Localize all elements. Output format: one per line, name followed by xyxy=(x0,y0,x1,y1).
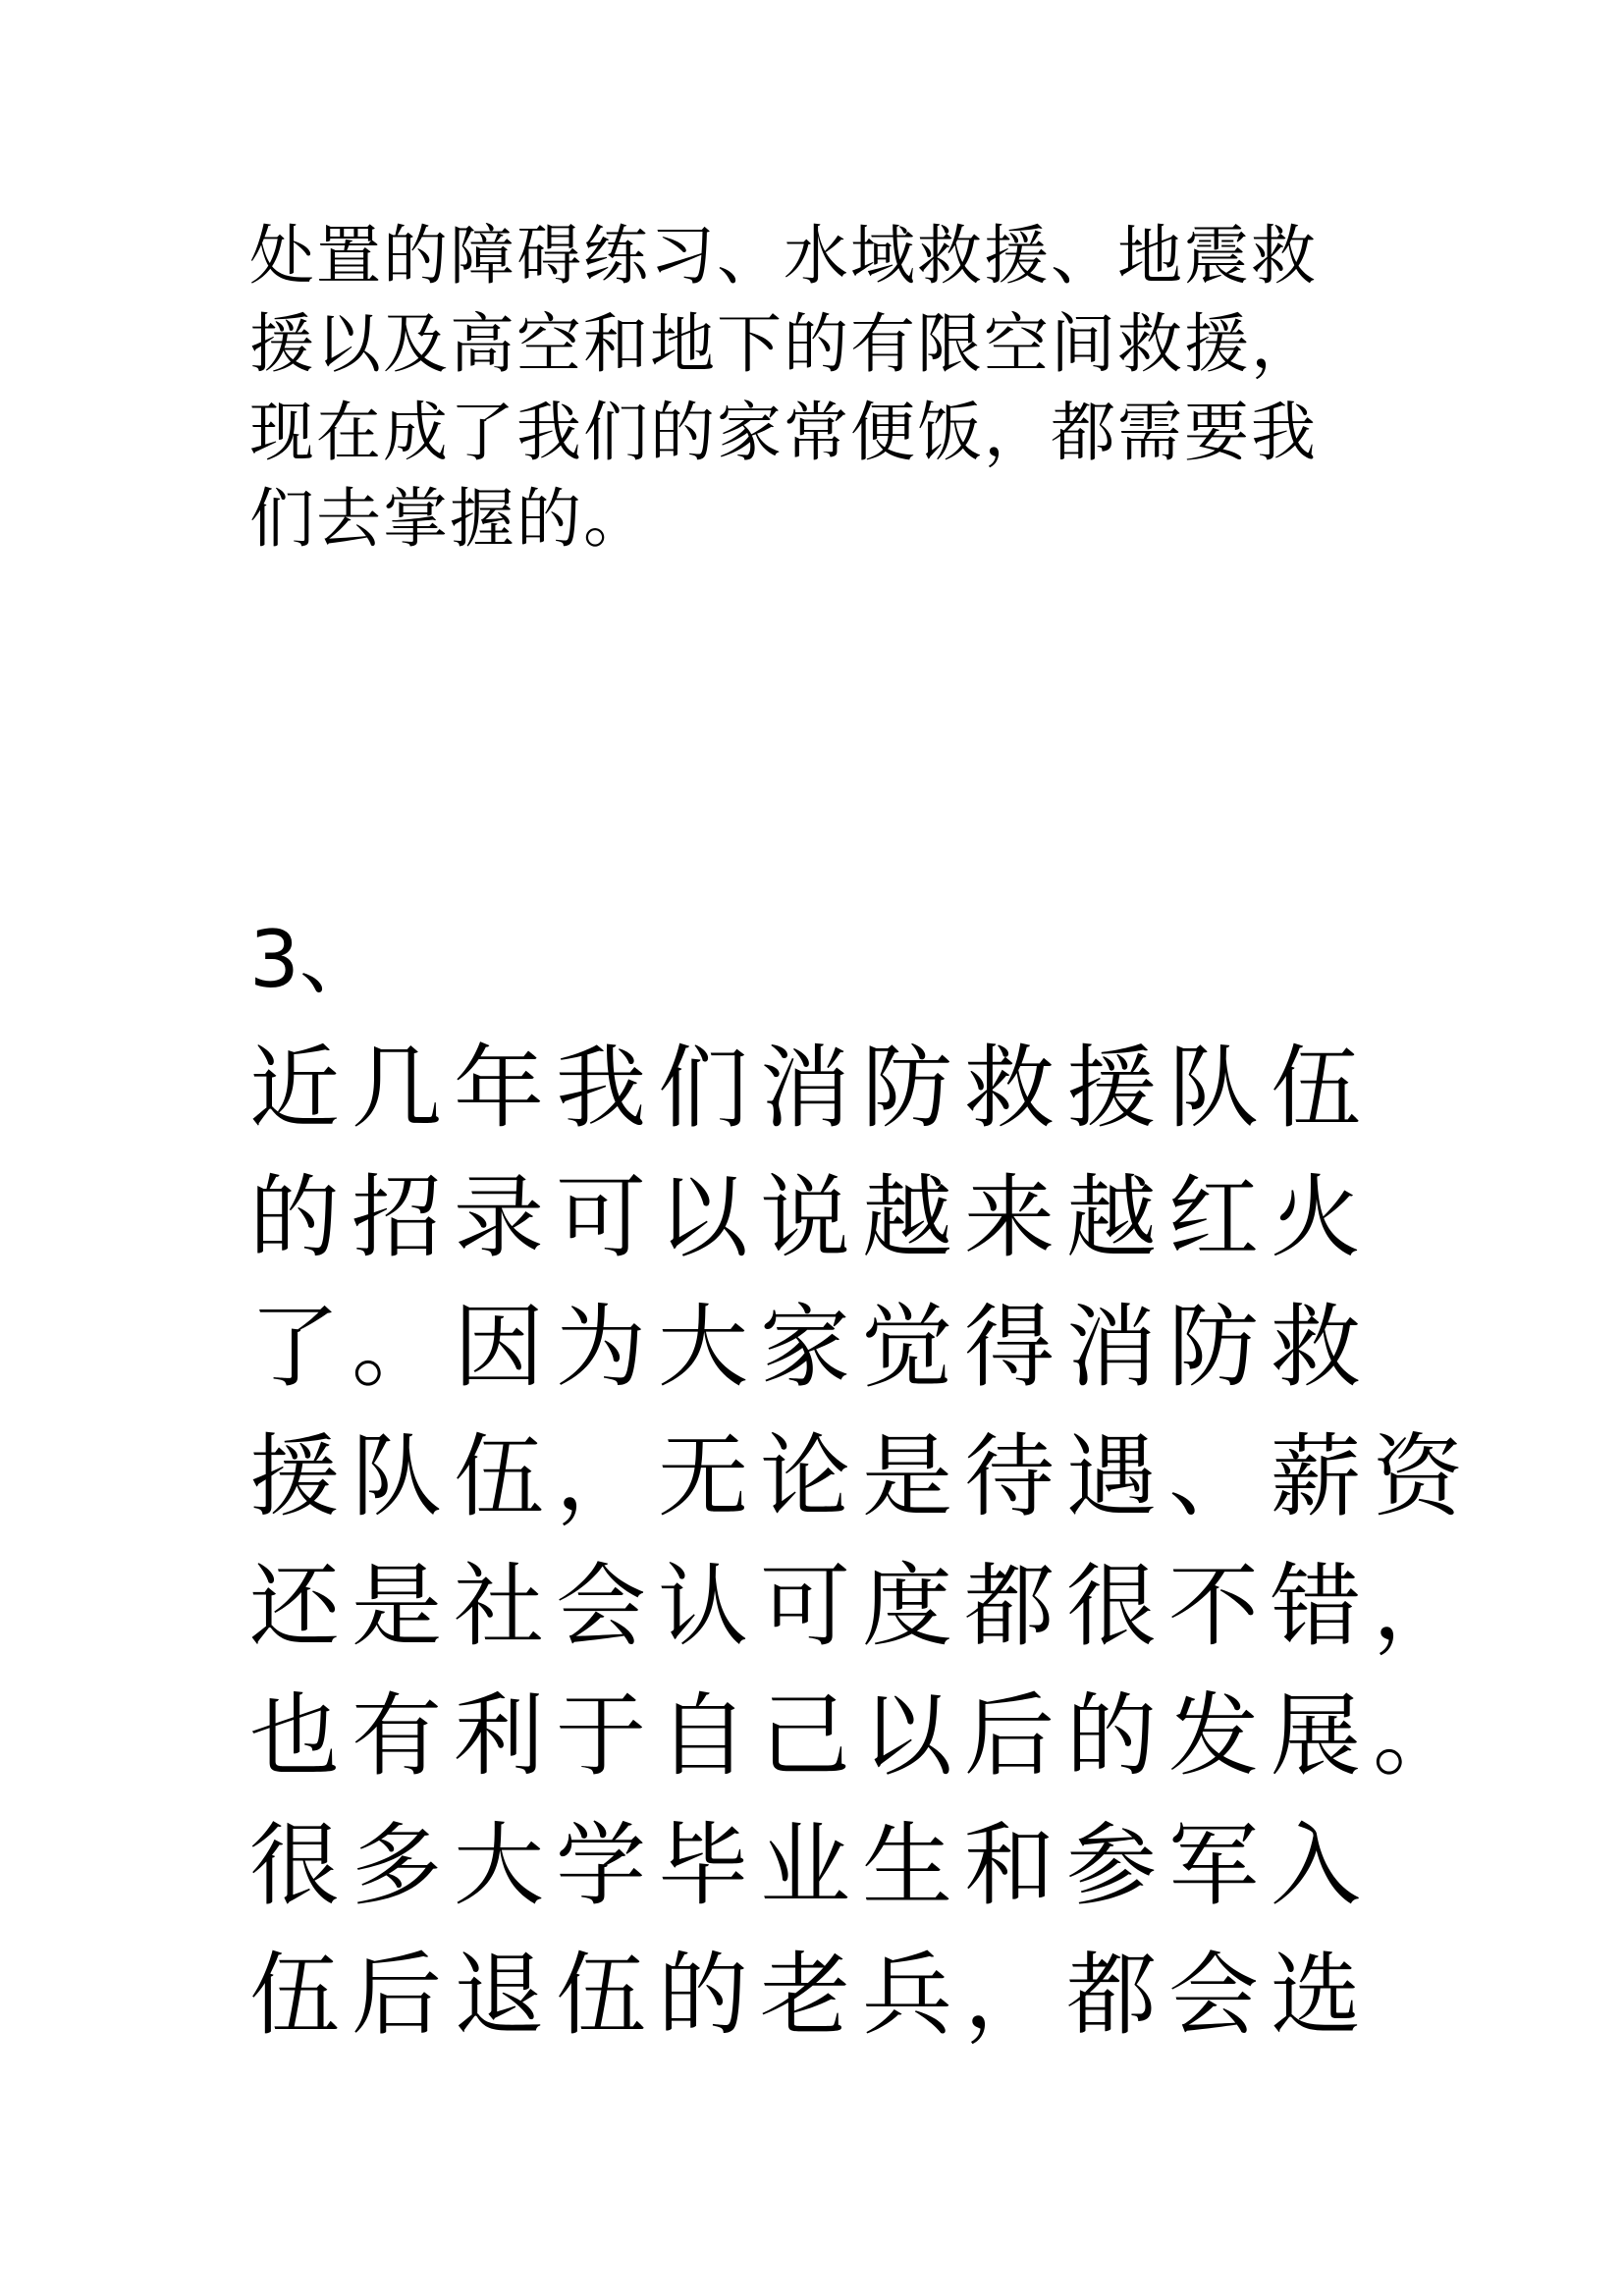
paragraph-line: 处置的障碍练习、水域救援、地震救 xyxy=(249,218,1318,294)
section-number: 3、 xyxy=(249,914,378,1005)
section-line: 也有利于自己以后的发展。 xyxy=(249,1683,1476,1789)
section-line: 了。因为大家觉得消防救 xyxy=(249,1295,1374,1400)
section-line: 近几年我们消防救援队伍 xyxy=(249,1036,1374,1141)
section-line: 援队伍，无论是待遇、薪资 xyxy=(249,1424,1476,1529)
section-line: 很多大学毕业生和参军入 xyxy=(249,1813,1374,1918)
paragraph-line: 援以及高空和地下的有限空间救援， xyxy=(249,306,1318,382)
paragraph-line: 现在成了我们的家常便饭，都需要我 xyxy=(249,395,1318,470)
section-line: 的招录可以说越来越红火 xyxy=(249,1165,1374,1270)
section-line: 伍后退伍的老兵，都会选 xyxy=(249,1943,1374,2048)
section-line: 还是社会认可度都很不错， xyxy=(249,1554,1476,1659)
paragraph-line: 们去掌握的。 xyxy=(249,481,650,557)
